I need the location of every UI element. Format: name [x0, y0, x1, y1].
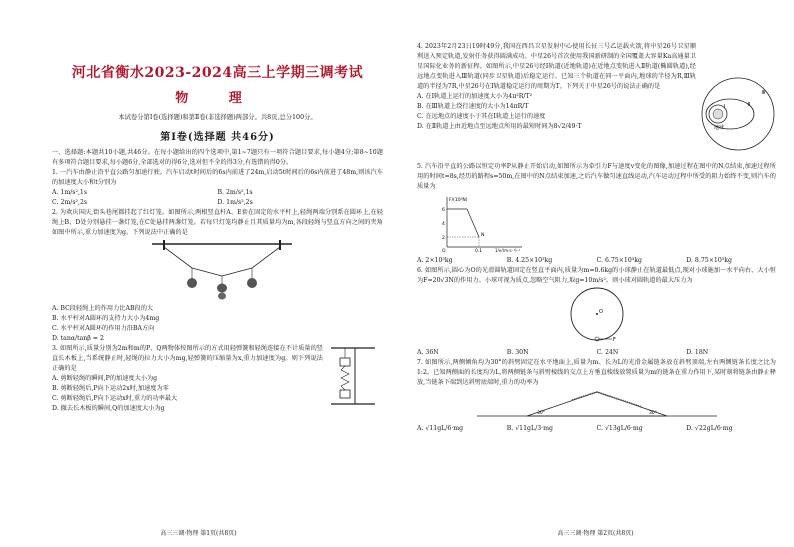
q5-option-c: C. 6.75×10³kg	[596, 257, 642, 264]
q4-option-d: D. 在Ⅱ轨道上由近地点至远地点所用的最短时间为8√2/49·T	[417, 123, 582, 130]
page-2-footer: 高三三调·物理 第2页(共8页)	[557, 530, 634, 537]
spring	[341, 366, 349, 390]
lantern-c1	[217, 284, 227, 293]
force-graph	[417, 192, 776, 252]
orbit-figure	[696, 42, 776, 162]
question-1: 1. 一汽车由静止沿平直公路匀加速行驶。汽车启动t时间后的6s内前进了24m,启动5t时间后的6s内前进了48m,则该汽车的加速度大小和t分别为	[52, 169, 383, 186]
x-axis-label: 1/v/(m·s⁻¹)⁻¹	[495, 248, 521, 252]
q1-option-b: B. 2m/s²,1s	[217, 189, 253, 196]
force-label: F	[613, 337, 616, 343]
x-tick: 0.1	[475, 249, 483, 252]
question-7: 7. 如图所示,两侧倾角均为30°的斜劈固定在水平地面上,质量为m、长为L的光滑金属链条放在斜劈顶端,左右两侧链条长度之比为1:2。已知两侧面的长度均为L,将两侧链条与斜劈棱线的交点上方垂直棱线放置质量为m的链条在重力作用下,某时刻将链条由静止释放,当链条下端到达斜劈底端时,重力的功率为	[417, 359, 776, 386]
q3-option-a: A. 剪断轻绳的瞬间,P的加速度大小为g	[52, 375, 158, 382]
q2-option-c: C. 水平杆对A圆环的作用力沿BA方向	[52, 325, 155, 332]
q1-option-c: C. 2m/s²,2s	[52, 199, 88, 206]
origin-label: O	[442, 249, 446, 252]
q2-option-d: D. tanα/tanβ = 2	[52, 335, 104, 342]
q6-option-a: A. 36N	[417, 349, 439, 356]
chain	[572, 392, 642, 407]
orbit-3-label: Ⅲ	[762, 90, 766, 96]
question-5-options	[417, 256, 776, 266]
q4-option-c: C. 在远地点的速度小于其在Ⅰ轨道上运行的速度	[417, 113, 546, 120]
right-angle-label: 30°	[649, 411, 657, 416]
y-axis-label: F/(10³N)	[449, 198, 468, 203]
q7-option-a: A. √11gL/6·mg	[417, 425, 464, 432]
question-4: 4. 2023年2月23日19时49分,我国在西昌卫星发射中心使用长征三号乙运载火箭,将中星26号卫星顺利送入预定轨道,发射任务获得圆满成功。中星26号首次使用我国新研制的全国覆盖大容量Ka高通量卫星国际化业务的新征程。如图所示,中星26号经Ⅰ轨道(近地轨道)在近地点变轨进入Ⅱ轨道(椭圆轨道),经远地点变轨进入Ⅲ轨道(同步卫星轨道)后稳定运行。已知三个轨道在同一平面内,地球的半径为R,Ⅲ轨道的半径为7R,中星26号在Ⅰ轨道稳定运行的周期为T。下列关于中星26号的说法正确的是	[417, 43, 696, 90]
q5-option-d: D. 8.75×10³kg	[686, 257, 732, 264]
question-3: 3. 如图所示,质量分别为2m和m的P、Q两物体按图所示的方式用轻弹簧和轻绳连接在不计质量的竖直长木板上,当系统静止时,轻绳的拉力大小为mg,轻弹簧的压缩量为x,重力加速度为g。则下列说法正确的是	[52, 345, 323, 372]
question-1-options	[52, 188, 383, 198]
q2-option-b: B. 水平杆对A圆环的支持力大小为4mg	[52, 315, 160, 322]
spring-figure	[323, 344, 383, 414]
lantern-d	[247, 278, 257, 288]
q6-option-d: D. 18N	[686, 349, 709, 356]
exam-note: 本试卷分第Ⅰ卷(选择题)和第Ⅱ卷(非选择题)两部分。共8页,总分100分。	[118, 114, 317, 121]
lantern-b	[187, 278, 197, 288]
page-1-footer: 高三三调·物理 第1页(共8页)	[160, 530, 237, 537]
lantern-figure	[52, 238, 383, 300]
question-6-options	[417, 348, 776, 358]
q6-option-c: C. 24N	[596, 349, 619, 356]
question-4-block	[417, 42, 776, 162]
q7-option-d: D. √22gL/6·mg	[686, 425, 733, 432]
earth-label: 地球	[714, 125, 725, 131]
wedge-figure	[417, 388, 776, 420]
y-tick-6: 6	[442, 208, 445, 213]
question-6: 6. 如图所示,圆心为O的光滑圆轨道固定在竖直平面内,质量为m=0.6kg的小球静止在轨道最低点,现对小球施加一水平向右、大小恒为F=20√3N的作用力。小球可视为质点,忽略空气阻力,取g=10m/s²。则小球对圆轨道的最大压力为	[417, 267, 776, 284]
instructions: 一、选择题:本题共10小题,共46分。在每小题给出的四个选项中,第1~7题只有一项符合题目要求,每小题4分;第8~10题有多项符合题目要求,每小题6分,全部选对的得6分,选对但不全的得3分,有选错的得0分。	[52, 149, 383, 166]
page-2	[397, 0, 794, 547]
circle-track-figure	[417, 286, 776, 344]
orbit-1-label: Ⅰ	[724, 104, 726, 110]
orbit-2-label: Ⅱ	[748, 102, 751, 108]
exam-title: 河北省衡水2023-2024高三上学期三调考试	[71, 65, 364, 81]
wedge	[527, 392, 667, 416]
left-angle-label: 30°	[537, 411, 545, 416]
y-tick-2: 2	[442, 236, 445, 241]
question-5: 5. 汽车沿平直的公路以恒定功率P从静止开始启动,如图所示为牵引力F与速度v变化的图像,加速过程在图中的N点结束,加速过程所用的时间t=8s,经历的路程s=50m,在图中的N点结束加速,之后汽车做匀速直线运动,汽车运动过程中所受的阻力始终不变,则汽车的质量为	[417, 163, 776, 190]
question-1-options-row2	[52, 198, 383, 208]
question-2: 2. 为欢庆国庆,街头巷尾都挂起了红灯笼。如图所示,两根竖直杆A、E套在固定的水平杆上,轻绳两端分别系在圆环上,在轻绳上B、D处分别悬挂一盏灯笼,在C处悬挂两盏灯笼。若每只灯笼均静止且其质量均为m,各段轻绳与竖直方向之间的夹角如图中所示,重力加速度为g。下列说法中正确的是	[52, 209, 383, 236]
q5-option-a: A. 2×10³kg	[417, 257, 453, 264]
block-q	[340, 390, 350, 398]
q5-option-b: B. 4.25×10³kg	[506, 257, 553, 264]
question-3-block	[52, 344, 383, 414]
y-tick-4: 4	[442, 222, 445, 227]
point-n-label: N	[481, 233, 485, 238]
q6-option-b: B. 30N	[506, 349, 529, 356]
q2-option-a: A. BC段轻绳上的作用力比AB段的大	[52, 305, 154, 312]
q3-option-d: D. 撤去长木板的瞬间,Q的加速度大小为g	[52, 405, 165, 412]
center-label: O	[599, 309, 603, 315]
q4-option-b: B. 在Ⅲ轨道上绕行速度的大小为14πR/T	[417, 103, 529, 110]
block-p	[340, 358, 350, 366]
q4-option-a: A. 在Ⅰ轨道上运行的加速度大小为4π²R/T²	[417, 93, 533, 100]
rope	[164, 247, 280, 276]
q7-option-c: C. √13gL/6·mg	[596, 425, 643, 432]
question-7-options	[417, 424, 776, 434]
section-heading: 第Ⅰ卷(选择题 共46分)	[160, 132, 275, 143]
subject-title: 物 理	[175, 91, 260, 106]
q1-option-d: D. 1m/s²,2s	[217, 199, 253, 206]
lantern-c2	[218, 293, 226, 300]
earth	[713, 109, 723, 119]
q3-option-c: C. 剪断轻绳后,P向下运动x时,重力的功率最大	[52, 395, 178, 402]
q1-option-a: A. 1m/s²,1s	[52, 189, 88, 196]
q3-option-b: B. 剪断轻绳后,P向下运动2x时,加速度为零	[52, 385, 169, 392]
q7-option-b: B. √11gL/3·mg	[506, 425, 553, 432]
